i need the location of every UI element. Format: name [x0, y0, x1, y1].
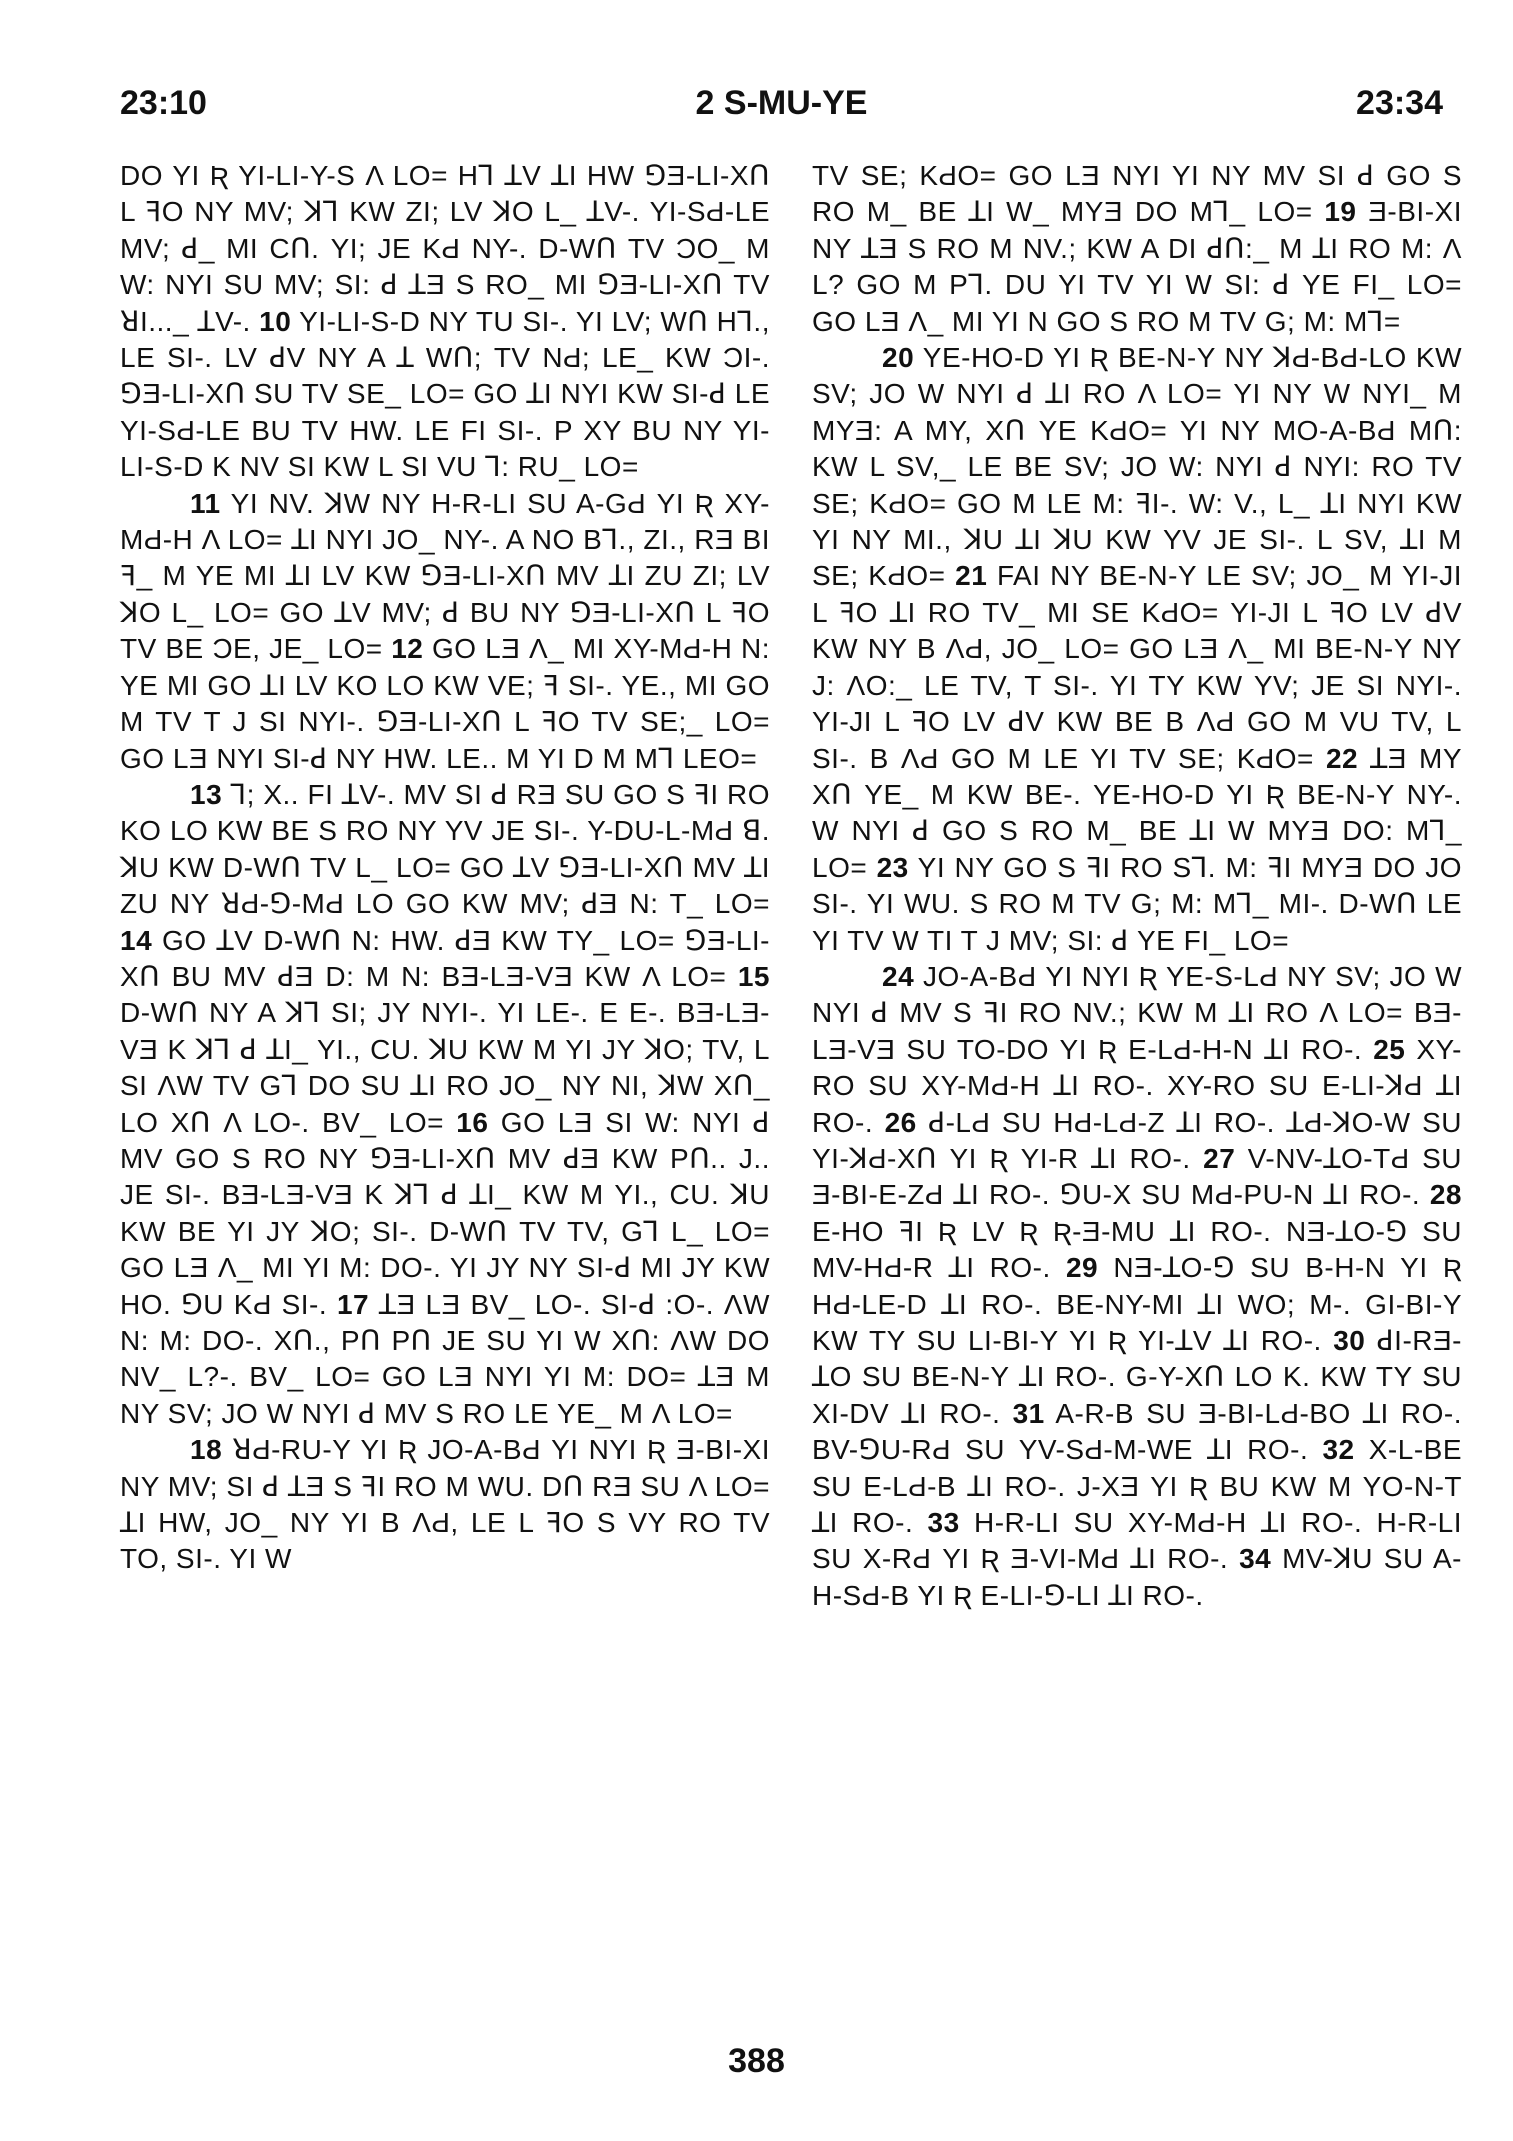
verse-text: ꓒ-LԀ SU HԀ-LԀ-Z ꓕI RO-. ꓕԀ-ꓘO-W SU YI-ꓘԀ-XՈ YI Ʀ YI-R ꓕI RO-.: [812, 1106, 1462, 1174]
paragraph: [812, 158, 1462, 340]
verse-number: 26: [884, 1106, 917, 1138]
verse-text: YI NY GO S ꟻI RO Sꓶ. M: ꟻI MYƎ DO JO SI-. YI WU. S RO M TV G; M: Mꓶ_ MI-. D-WՈ LE YI TV W TI T J MV; SI: ꓒ YE FI_ LO=: [812, 851, 1463, 956]
verse-text: ꓒI-RƎ-ꓕO SU BE-N-Y ꓕI RO-. G-Y-XՈ LO K. KW TY SU XI-DV ꓕI RO-.: [812, 1325, 1462, 1429]
header-right-reference: 23:34: [1356, 84, 1443, 122]
verse-number: 30: [1333, 1325, 1366, 1356]
verse-text: ꓤԀ-RU-Y YI Ʀ JO-A-BԀ YI NYI Ʀ Ǝ-BI-XI NY MV; SI ꓒ ꓕƎ S ꟻI RO M WU. DՈ RƎ SU Λ LO= ꓕI HW, JO_ NY YI B ΛԀ, LE L ꟻO S VY RO TV TO, SI-. YI W: [120, 1434, 770, 1575]
verse-text: YE-HO-D YI Ʀ BE-N-Y NY ꓘԀ-BԀ-LO KW SV; JO W NYI ꓒ ꓕI RO Λ LO= YI NY W NYI_ M MYƎ: A MY, XՈ YE KԀO= YI NY MO-A-BԀ MՈ: KW L SV,_ LE BE SV; JO W: NYI ꓒ NYI: RO TV SE; KԀO= GO M LE M: ꟻI-. W: V., L_ ꓕI NYI KW YI NY MI., ꓘU ꓕI ꓘU KW YV JE SI-. L SV, ꓕI M SE; KԀO=: [812, 342, 1462, 592]
verse-number: 19: [1324, 196, 1357, 228]
verse-text: YI-LI-S-D NY TU SI-. YI LV; WՈ Hꓶ., LE SI-. LV ꓒV NY A ꓕ WՈ; TV NԀ; LE_ KW ƆI-. ꓨƎ-LI-XՈ SU TV SE_ LO= GO ꓕI NYI KW SI-ꓒ LE YI-SԀ-LE BU TV HW. LE FI SI-. P XY BU NY YI-LI-S-D K NV SI KW L SI VU ꓶ: RU_ LO=: [120, 305, 770, 483]
verse-text: E-HO ꟻI Ʀ LV Ʀ Ʀ-Ǝ-MU ꓕI RO-. NƎ-ꓕO-ꓨ SU MV-HԀ-R ꓕI RO-.: [812, 1215, 1462, 1284]
verse-text: XY-RO SU XY-MԀ-H ꓕI RO-. XY-RO SU E-LI-ꓘԀ ꓕI RO-.: [812, 1033, 1462, 1138]
paragraph: [120, 158, 770, 486]
verse-number: 13: [190, 778, 223, 810]
verse-number: 31: [1012, 1397, 1045, 1429]
header-book-title: 2 S-MU-YE: [695, 84, 868, 122]
verse-text: ꓶ; X.. FI ꓕV-. MV SI ꓒ RƎ SU GO S ꟻI RO KO LO KW BE S RO NY YV JE SI-. Y-DU-L-MԀ ꓭ. ꓘU KW D-WՈ TV L_ LO= GO ꓕV ꓨƎ-LI-XՈ MV ꓕI ZU NY ꓤԀ-ꓨ-MԀ LO GO KW MV; ꓒƎ N: T_ LO=: [120, 778, 770, 920]
verse-number: 32: [1322, 1434, 1355, 1466]
verse-number: 28: [1429, 1179, 1462, 1211]
verse-text: FAI NY BE-N-Y LE SV; JO_ M YI-JI L ꟻO ꓕI RO TV_ MI SE KԀO= YI-JI L ꟻO LV ꓒV KW NY B ΛԀ, JO_ LO= GO LƎ Λ_ MI BE-N-Y NY J: ΛO:_ LE TV, T SI-. YI TY KW YV; JE SI NYI-. YI-JI L ꟻO LV ꓒV KW BE B ΛԀ GO M VU TV, L SI-. B ΛԀ GO M LE YI TV SE; KԀO=: [812, 560, 1462, 774]
verse-number: 27: [1203, 1142, 1236, 1174]
verse-number: 11: [190, 487, 221, 519]
verse-text: ꓕƎ MY XՈ YE_ M KW BE-. YE-HO-D YI Ʀ BE-N-Y NY-. W NYI ꓒ GO S RO M_ BE ꓕI W MYƎ DO: Mꓶ_ LO=: [812, 742, 1462, 883]
verse-text: JO-A-BԀ YI NYI Ʀ YE-S-LԀ NY SV; JO W NYI ꓒ MV S ꟻI RO NV.; KW M ꓕI RO Λ LO= BƎ-LƎ-VƎ SU TO-DO YI Ʀ E-LԀ-H-N ꓕI RO-.: [812, 960, 1462, 1065]
right-text-column: [812, 158, 1462, 1614]
verse-number: 22: [1325, 742, 1359, 774]
verse-number: 33: [927, 1507, 960, 1539]
verse-text: H-R-LI SU XY-MԀ-H ꓕI RO-. H-R-LI SU X-RԀ YI Ʀ Ǝ-VI-MԀ ꓕI RO-.: [812, 1507, 1462, 1575]
verse-text: GO ꓕV D-WՈ N: HW. ꓒƎ KW TY_ LO= ꓨƎ-LI-XՈ BU MV ꓒƎ D: M N: BƎ-LƎ-VƎ KW Λ LO=: [120, 924, 770, 992]
verse-number: 21: [955, 560, 988, 592]
verse-number: 20: [882, 342, 915, 374]
verse-text: TV SE; KԀO= GO LƎ NYI YI NY MV SI ꓒ GO S RO M_ BE ꓕI W_ MYƎ DO Mꓶ_ LO=: [812, 160, 1462, 228]
verse-text: NƎ-ꓕO-ꓨ SU B-H-N YI Ʀ HԀ-LE-D ꓕI RO-. BE-NY-MI ꓕI WO; M-. GI-BI-Y KW TY SU LI-BI-Y YI Ʀ YI-ꓕV ꓕI RO-.: [812, 1252, 1462, 1356]
paragraph: [120, 486, 770, 777]
page-number: 388: [728, 2042, 785, 2080]
verse-text: Ǝ-BI-XI NY ꓕƎ S RO M NV.; KW A DI ꓒՈ:_ M ꓕI RO M: Λ L? GO M Pꓶ. DU YI TV YI W SI: ꓒ YE FI_ LO= GO LƎ Λ_ MI YI N GO S RO M TV G; M: Mꓶ=: [812, 196, 1462, 337]
verse-text: X-L-BE SU E-LԀ-B ꓕI RO-. J-XƎ YI Ʀ BU KW M YO-N-T ꓕI RO-.: [812, 1434, 1463, 1539]
verse-text: DO YI Ʀ YI-LI-Y-S Λ LO= Hꓶ ꓕV ꓕI HW ꓨƎ-LI-XՈ L ꟻO NY MV; ꓘꓶ KW ZI; LV ꓘO L_ ꓕV-. YI-SԀ-LE MV; ꓒ_ MI CՈ. YI; JE KԀ NY-. D-WՈ TV ƆO_ M W: NYI SU MV; SI: ꓒ ꓕƎ S RO_ MI ꓨƎ-LI-XՈ TV ꓤI..._ ꓕV-.: [120, 160, 770, 337]
verse-number: 15: [737, 960, 770, 992]
verse-text: D-WՈ NY A ꓘꓶ SI; JY NYI-. YI LE-. E E-. BƎ-LƎ-VƎ K ꓘꓶ ꓒ ꓕI_ YI., CU. ꓘU KW M YI JY ꓘO; TV, L SI ΛW TV Gꓶ DO SU ꓕI RO JO_ NY NI, ꓘW XՈ_ LO XՈ Λ LO-. BV_ LO=: [120, 997, 770, 1138]
verse-text: YI NV. ꓘW NY H-R-LI SU A-GԀ YI Ʀ XY-MԀ-H Λ LO= ꓕI NYI JO_ NY-. A NO Bꓶ., ZI., RƎ BI ꟻ_ M YE MI ꓕI LV KW ꓨƎ-LI-XՈ MV ꓕI ZU ZI; LV ꓘO L_ LO= GO ꓕV MV; ꓒ BU NY ꓨƎ-LI-XՈ L ꟻO TV BE ƆE, JE_ LO=: [120, 487, 770, 665]
paragraph: [812, 959, 1462, 1614]
verse-number: 23: [876, 851, 909, 883]
verse-number: 18: [190, 1434, 223, 1466]
verse-number: 25: [1373, 1033, 1406, 1065]
page-header: [120, 78, 1443, 128]
verse-number: 17: [336, 1288, 370, 1320]
paragraph: [120, 777, 770, 1432]
verse-text: V-NV-ꓕO-TԀ SU Ǝ-BI-E-ZԀ ꓕI RO-. ꓨU-X SU MԀ-PU-N ꓕI RO-.: [812, 1142, 1462, 1211]
verse-text: GO LƎ SI W: NYI ꓒ MV GO S RO NY ꓨƎ-LI-XՈ MV ꓒƎ KW PՈ.. J.. JE SI-. BƎ-LƎ-VƎ K ꓘꓶ ꓒ ꓕI_ KW M YI., CU. ꓘU KW BE YI JY ꓘO; SI-. D-WՈ TV TV, Gꓶ L_ LO= GO LƎ Λ_ MI YI M: DO-. YI JY NY SI-ꓒ MI JY KW HO. ꓨU KԀ SI-.: [120, 1106, 771, 1320]
verse-text: A-R-B SU Ǝ-BI-LԀ-BO ꓕI RO-. BV-ꓨU-RԀ SU YV-SԀ-M-WE ꓕI RO-.: [812, 1397, 1462, 1466]
verse-number: 34: [1239, 1543, 1272, 1575]
left-text-column: [120, 158, 770, 1578]
header-left-reference: 23:10: [120, 84, 207, 122]
verse-number: 24: [882, 960, 915, 992]
verse-number: 12: [391, 633, 424, 665]
paragraph: [120, 1432, 770, 1578]
verse-text: MV-ꓘU SU A-H-SԀ-B YI Ʀ E-LI-ꓨ-LI ꓕI RO-.: [812, 1543, 1462, 1611]
verse-number: 16: [456, 1106, 489, 1138]
verse-number: 14: [120, 924, 153, 956]
verse-text: ꓕƎ LƎ BV_ LO-. SI-ꓒ :O-. ΛW N: M: DO-. XՈ., PՈ PՈ JE SU YI W XՈ: ΛW DO NV_ L?-. BV_ LO= GO LƎ NYI YI M: DO= ꓕƎ M NY SV; JO W NYI ꓒ MV S RO LE YE_ M Λ LO=: [120, 1288, 770, 1429]
paragraph: [812, 340, 1462, 959]
verse-number: 29: [1065, 1252, 1099, 1284]
verse-text: GO LƎ Λ_ MI XY-MԀ-H N: YE MI GO ꓕI LV KO LO KW VE; ꟻ SI-. YE., MI GO M TV T J SI NYI-. ꓨƎ-LI-XՈ L ꟻO TV SE;_ LO= GO LƎ NYI SI-ꓒ NY HW. LE.. M YI D M Mꓶ LEO=: [120, 633, 770, 774]
verse-number: 10: [259, 305, 292, 337]
